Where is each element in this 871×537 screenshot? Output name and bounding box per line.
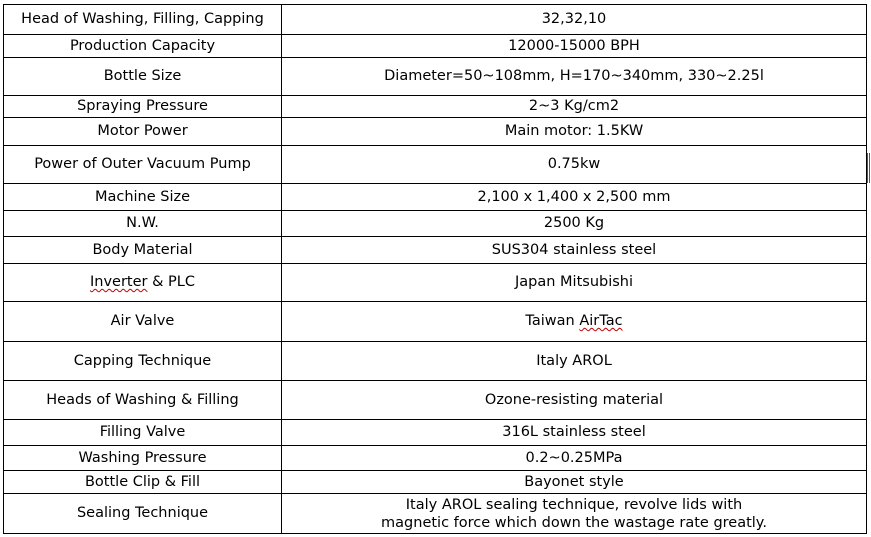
row-label: Bottle Clip & Fill: [4, 471, 282, 494]
row-label: Power of Outer Vacuum Pump: [4, 146, 282, 184]
row-label-rest: & PLC: [147, 274, 195, 290]
row-value: Diameter=50~108mm, H=170~340mm, 330~2.25l: [282, 58, 867, 96]
row-label: Air Valve: [4, 302, 282, 342]
row-label: Body Material: [4, 237, 282, 264]
table-row: [4, 184, 867, 211]
table-row: [4, 146, 867, 184]
table-row: [4, 471, 867, 494]
table-row: [4, 264, 867, 302]
spellcheck-word: AirTac: [579, 313, 623, 329]
row-label: Machine Size: [4, 184, 282, 211]
table-row: [4, 446, 867, 471]
row-value-start: Taiwan: [525, 313, 580, 329]
table-row: [4, 35, 867, 58]
row-value: Italy AROL: [282, 342, 867, 381]
row-label: Washing Pressure: [4, 446, 282, 471]
scroll-indicator: [867, 153, 870, 183]
row-label: [4, 264, 282, 302]
row-value: 12000-15000 BPH: [282, 35, 867, 58]
row-label: Head of Washing, Filling, Capping: [4, 5, 282, 35]
row-value: Bayonet style: [282, 471, 867, 494]
table-row: [4, 211, 867, 237]
row-label: Heads of Washing & Filling: [4, 381, 282, 420]
row-value: 0.75kw: [282, 146, 867, 184]
row-value: [282, 494, 867, 534]
row-label: Capping Technique: [4, 342, 282, 381]
row-value-line: Italy AROL sealing technique, revolve lids with: [405, 496, 743, 513]
row-label: Motor Power: [4, 118, 282, 146]
row-value: 2,100 x 1,400 x 2,500 mm: [282, 184, 867, 211]
row-value: Japan Mitsubishi: [282, 264, 867, 302]
row-label: Spraying Pressure: [4, 96, 282, 118]
row-label: Filling Valve: [4, 420, 282, 446]
table-row: [4, 302, 867, 342]
row-value: Ozone-resisting material: [282, 381, 867, 420]
specification-table: [3, 4, 867, 534]
table-row: [4, 342, 867, 381]
row-value: 32,32,10: [282, 5, 867, 35]
row-value: [282, 302, 867, 342]
row-value: 316L stainless steel: [282, 420, 867, 446]
table-row: [4, 58, 867, 96]
table-row: [4, 237, 867, 264]
table-row: [4, 494, 867, 534]
row-label: Production Capacity: [4, 35, 282, 58]
table-row: [4, 5, 867, 35]
row-value: SUS304 stainless steel: [282, 237, 867, 264]
row-label: N.W.: [4, 211, 282, 237]
table-row: [4, 420, 867, 446]
spellcheck-word: Inverter: [90, 274, 148, 290]
row-value: 0.2~0.25MPa: [282, 446, 867, 471]
row-value: 2500 Kg: [282, 211, 867, 237]
row-label: Bottle Size: [4, 58, 282, 96]
row-value-line: magnetic force which down the wastage rate greatly.: [381, 514, 767, 531]
table-row: [4, 96, 867, 118]
row-value: 2~3 Kg/cm2: [282, 96, 867, 118]
row-value: Main motor: 1.5KW: [282, 118, 867, 146]
table-row: [4, 381, 867, 420]
table-row: [4, 118, 867, 146]
row-label: Sealing Technique: [4, 494, 282, 534]
